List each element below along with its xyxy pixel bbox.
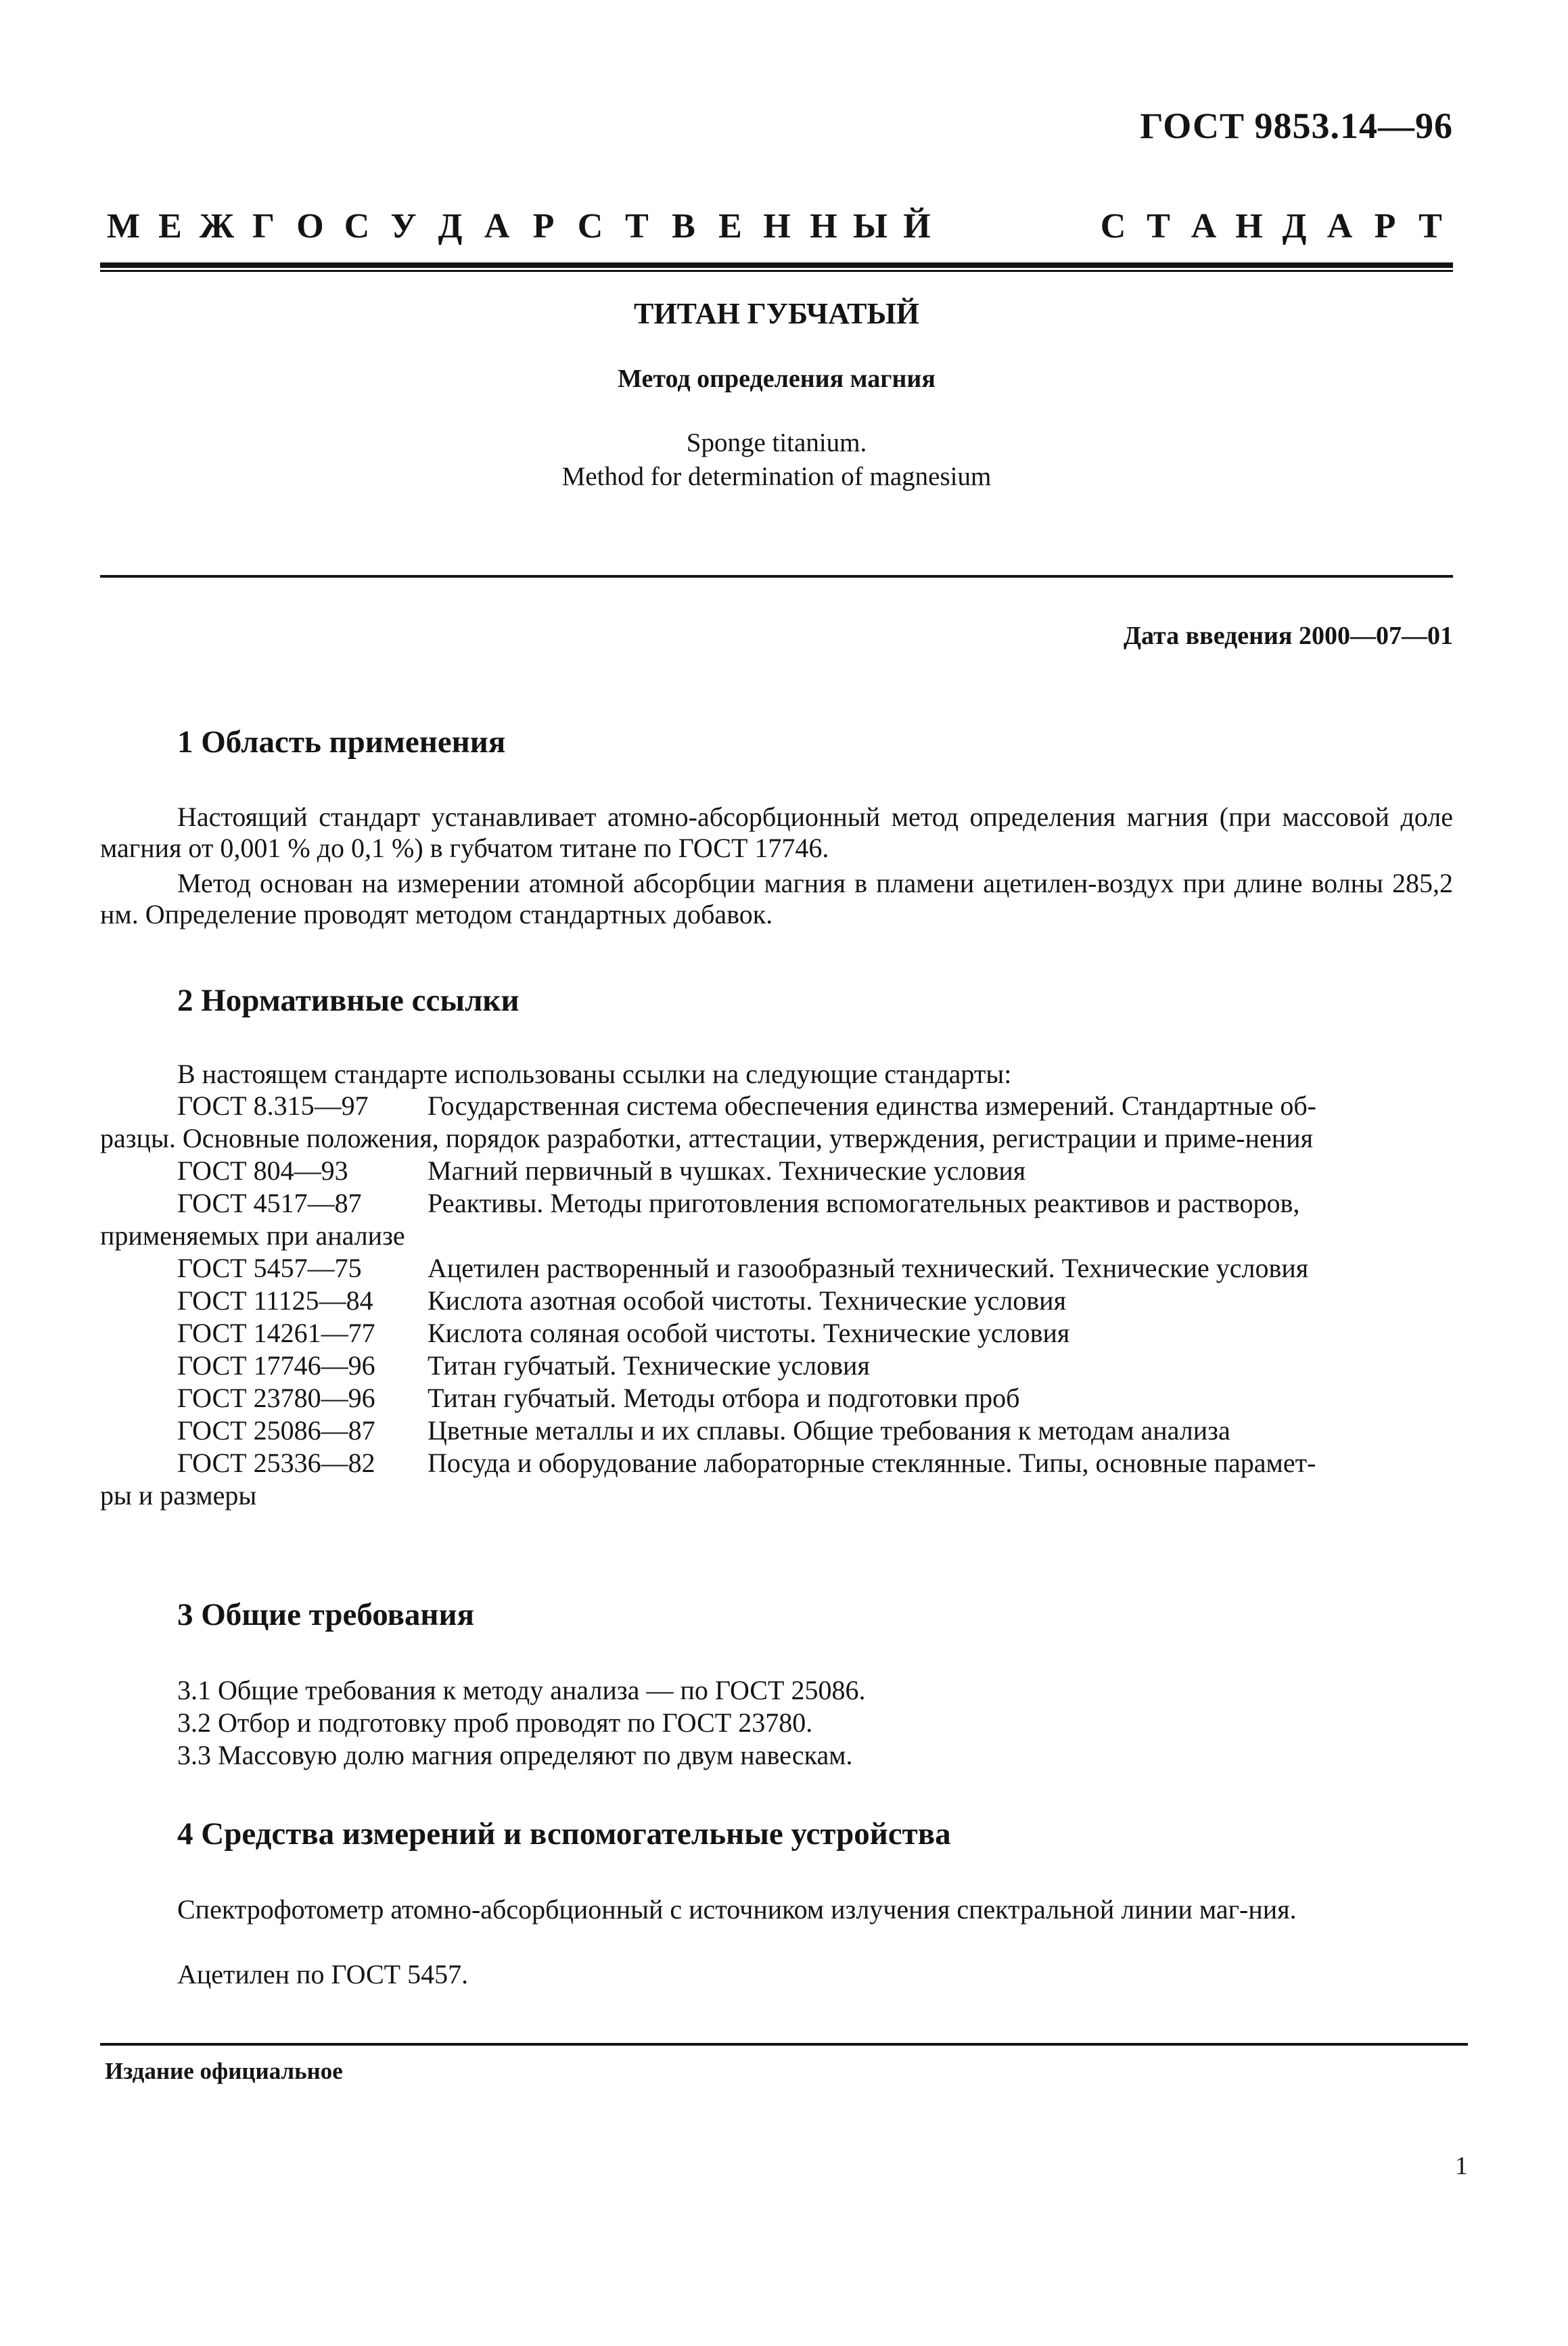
reference-item: [100, 1447, 1453, 1479]
reference-continuation: разцы. Основные положения, порядок разработки, аттестации, утверждения, регистрации и приме-нения: [100, 1123, 1313, 1153]
section-4-paragraph-2: Ацетилен по ГОСТ 5457.: [177, 1959, 469, 1990]
banner-letter: Р: [1374, 207, 1396, 246]
banner-letter: Ж: [199, 207, 235, 246]
requirement-item: 3.2 Отбор и подготовку проб проводят по ГОСТ 23780.: [177, 1707, 813, 1738]
section-4-paragraph-1: Спектрофотометр атомно-абсорбционный с источником излучения спектральной линии маг-ния.: [177, 1894, 1297, 1925]
banner-letter: С: [577, 207, 603, 246]
english-title: [100, 426, 1453, 494]
reference-code: ГОСТ 23780—96: [177, 1383, 375, 1413]
header-rule-thin: [100, 270, 1453, 272]
reference-item: [100, 1350, 1453, 1382]
requirement-item: 3.1 Общие требования к методу анализа — по ГОСТ 25086.: [177, 1675, 866, 1705]
banner-letter: А: [1191, 207, 1217, 246]
reference-title: Титан губчатый. Методы отбора и подготовки проб: [428, 1383, 1020, 1413]
banner-letter: Г: [252, 207, 275, 246]
reference-code: ГОСТ 25086—87: [177, 1415, 375, 1446]
english-title-line-2: Method for determination of magnesium: [561, 462, 992, 491]
effective-date: Дата введения 2000—07—01: [1123, 622, 1453, 650]
reference-item: [100, 1187, 1453, 1220]
section-1-paragraph-1: Настоящий стандарт устанавливает атомно-абсорбционный метод определения магния (при массовой доле магния от 0,001 % до 0,1 %) в губчатом титане по ГОСТ 17746.: [100, 802, 1453, 863]
reference-title: Магний первичный в чушках. Технические условия: [428, 1155, 1026, 1186]
section-2-intro: В настоящем стандарте использованы ссылки на следующие стандарты:: [177, 1059, 1012, 1089]
requirements-list: [177, 1674, 865, 1772]
reference-title: Титан губчатый. Технические условия: [428, 1350, 870, 1381]
edition-note: Издание официальное: [105, 2058, 343, 2084]
requirement-item: 3.3 Массовую долю магния определяют по двум навескам.: [177, 1740, 853, 1770]
banner-letter: Н: [763, 207, 791, 246]
reference-item: [100, 1090, 1453, 1122]
banner-letter: В: [672, 207, 695, 246]
reference-code: ГОСТ 17746—96: [177, 1350, 375, 1381]
references-list: [100, 1090, 1453, 1512]
banner-letter: Т: [1419, 207, 1442, 246]
section-1-heading: 1 Область применения: [177, 724, 506, 760]
banner-word-interstate: [100, 206, 940, 246]
section-1-paragraph-2: Метод основан на измерении атомной абсорбции магния в пламени ацетилен-воздух при длине волны 285,2 нм. Определение проводят методом стандартных добавок.: [100, 868, 1453, 929]
section-3-heading: 3 Общие требования: [177, 1597, 475, 1632]
reference-item: [100, 1382, 1453, 1414]
banner-word-standard: [1090, 206, 1453, 246]
reference-continuation: ры и размеры: [100, 1480, 257, 1511]
banner-letter: Е: [718, 207, 742, 246]
banner-letter: Е: [158, 207, 182, 246]
banner-letter: С: [344, 207, 370, 246]
reference-title: Посуда и оборудование лабораторные стеклянные. Типы, основные парамет-: [428, 1448, 1316, 1478]
reference-code: ГОСТ 5457—75: [177, 1253, 362, 1283]
reference-code: ГОСТ 11125—84: [177, 1285, 373, 1316]
reference-item: [100, 1317, 1453, 1350]
banner-letter: У: [390, 207, 417, 246]
reference-code: ГОСТ 8.315—97: [177, 1090, 369, 1121]
banner-letter: А: [484, 207, 510, 246]
banner-letter: Ы: [852, 207, 888, 246]
banner-letter: О: [296, 207, 324, 246]
banner-letter: Д: [438, 207, 463, 246]
reference-code: ГОСТ 804—93: [177, 1155, 348, 1186]
reference-title: Реактивы. Методы приготовления вспомогательных реактивов и растворов,: [428, 1188, 1300, 1218]
reference-title: Государственная система обеспечения единства измерений. Стандартные об-: [428, 1090, 1317, 1121]
reference-title: Цветные металлы и их сплавы. Общие требования к методам анализа: [428, 1415, 1230, 1446]
reference-title: Кислота азотная особой чистоты. Технические условия: [428, 1285, 1066, 1316]
title-divider: [100, 575, 1453, 578]
reference-item: [100, 1155, 1453, 1187]
banner-letter: С: [1100, 207, 1126, 246]
reference-item: [100, 1252, 1453, 1285]
reference-code: ГОСТ 25336—82: [177, 1448, 375, 1478]
section-2-heading: 2 Нормативные ссылки: [177, 983, 520, 1018]
standard-banner: [100, 206, 1453, 246]
reference-code: ГОСТ 14261—77: [177, 1318, 375, 1348]
english-title-line-1: Sponge titanium.: [686, 428, 867, 457]
banner-letter: А: [1327, 207, 1353, 246]
document-title: ТИТАН ГУБЧАТЫЙ: [634, 297, 919, 330]
reference-title: Ацетилен растворенный и газообразный технический. Технические условия: [428, 1253, 1309, 1283]
document-subtitle: Метод определения магния: [618, 365, 936, 393]
banner-letter: Т: [1147, 207, 1170, 246]
banner-letter: М: [106, 207, 141, 246]
banner-letter: Д: [1282, 207, 1307, 246]
footer-rule: [100, 2043, 1468, 2046]
reference-code: ГОСТ 4517—87: [177, 1188, 362, 1218]
reference-item: [100, 1285, 1453, 1317]
reference-continuation: применяемых при анализе: [100, 1220, 405, 1251]
banner-letter: Т: [625, 207, 649, 246]
banner-letter: Й: [903, 207, 931, 246]
banner-letter: Р: [532, 207, 555, 246]
section-4-heading: 4 Средства измерений и вспомогательные устройства: [177, 1816, 951, 1852]
page-number: 1: [1455, 2152, 1468, 2180]
banner-letter: Н: [1235, 207, 1263, 246]
banner-letter: Н: [810, 207, 837, 246]
document-number: ГОСТ 9853.14—96: [1140, 106, 1453, 146]
reference-title: Кислота соляная особой чистоты. Технические условия: [428, 1318, 1070, 1348]
reference-item: [100, 1414, 1453, 1447]
header-rule-thick: [100, 262, 1453, 268]
